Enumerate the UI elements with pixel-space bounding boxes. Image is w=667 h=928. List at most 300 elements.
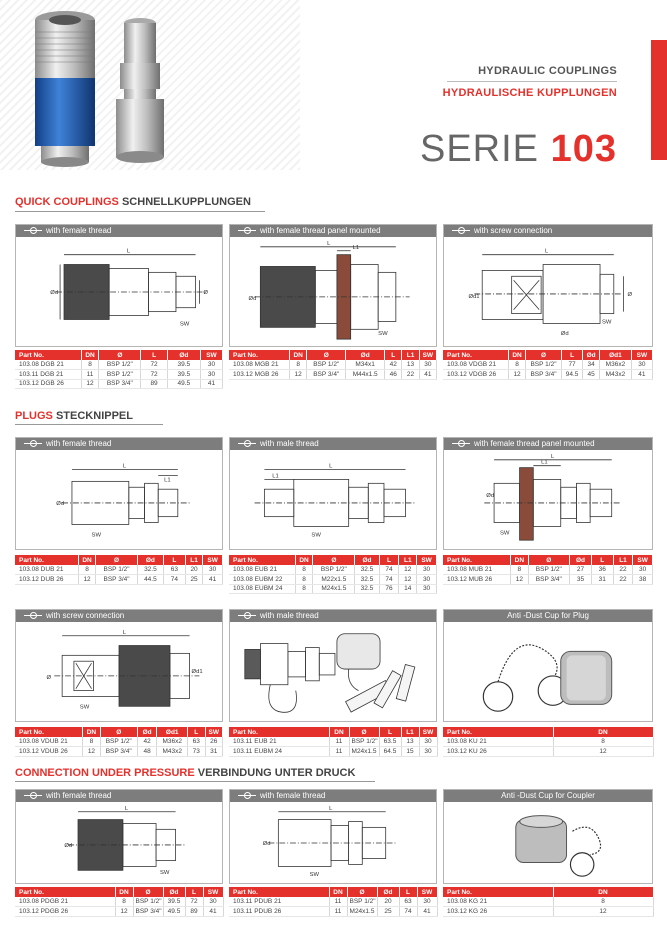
table-row [15,379,223,389]
dim-label-SW: SW [309,872,320,879]
column-header: SW [417,555,437,565]
table-cell: 12 [553,747,653,757]
table-cell: 46 [385,370,402,380]
column-header: Part No. [443,887,553,897]
screw-coupling-drawing-svg [444,237,652,346]
table-row [443,360,653,370]
table-cell: BSP 1/2" [307,360,346,370]
table-cell: 103.12 DUB 26 [15,575,78,585]
column-header: Ø [133,887,163,897]
table-cell: 8 [295,565,313,575]
table-cell: 12 [115,907,133,917]
table-cell: 12 [83,747,100,757]
table-row [229,737,437,747]
table-cell: 41 [631,370,652,380]
coupling-symbol-icon [24,793,42,799]
table-cell: 72 [185,897,203,907]
column-header: SW [203,555,223,565]
coupling-symbol-icon [24,228,42,234]
column-header: Ø [96,555,138,565]
screw-plug-drawing-svg [16,622,222,721]
section-title-de: VERBINDUNG UNTER DRUCK [197,767,356,779]
table-row [15,565,223,575]
table-pl3 [443,555,653,585]
column-header: SW [200,350,222,360]
table-row [443,897,653,907]
table-pl4 [15,727,223,757]
panel-plug-female-thread [15,437,223,550]
coupling-symbol-icon [238,613,256,619]
column-header: Ød [583,350,600,360]
table-cell: 44.5 [137,575,163,585]
table-cell: BSP 3/4" [307,370,346,380]
table-header-row [229,350,437,360]
panel-caption: Anti -Dust Cup for Plug [507,611,589,620]
table-cell: 12 [290,370,307,380]
column-header: Ø [347,887,377,897]
table-cell: BSP 3/4" [526,370,562,380]
table-cell: 12 [399,575,417,585]
table-cell: 103.08 DUB 21 [15,565,78,575]
table-cell: M43x2 [157,747,188,757]
side-tab [651,40,667,160]
section-title-en: PLUGS [15,410,53,422]
panel-anti-dust-cup-coupler [443,789,653,884]
dim-label-L1: L1 [352,244,360,251]
column-header: SW [203,887,223,897]
table-cell: M44x1.5 [346,370,385,380]
column-header: DN [511,555,528,565]
table-cell: 42 [137,737,157,747]
column-header: DN [78,555,95,565]
table-cell: 76 [379,584,399,594]
section-title-connection-under-pressure [15,767,355,779]
table-cell: 14 [399,584,417,594]
dim-label-L: L [550,453,555,460]
plug-product-photo [110,15,170,165]
table-cell: 74 [379,575,399,585]
panel-caption: with female thread panel mounted [260,226,381,235]
panel-header [16,438,222,450]
column-header: Ød [167,350,200,360]
coupling-product-photo [25,8,105,168]
panel-caption: with male thread [260,439,319,448]
panel-header [444,610,652,622]
table-cell: 103.08 KG 21 [443,897,553,907]
coupling-symbol-icon [452,441,470,447]
table-cell: 103.08 MGB 21 [229,360,290,370]
column-header: Part No. [15,727,83,737]
table-cell: 8 [78,565,95,575]
panel-header [16,790,222,802]
table-row [443,747,653,757]
table-cell: 73 [188,747,205,757]
panel-header [444,790,652,802]
column-header: Part No. [15,887,115,897]
table-cell: 8 [509,360,526,370]
dim-label-L1: L1 [541,459,548,466]
dim-label-L: L [126,248,131,255]
panel-plug-male-thread-with-cups [229,609,437,722]
column-header: DN [115,887,133,897]
table-cell: 103.12 VDGB 26 [443,370,509,380]
column-header: Ød [355,555,379,565]
serie-prefix: SERIE [419,128,540,170]
panel-caption: with female thread [46,791,112,800]
table-cell: 30 [419,360,436,370]
table-cell: 103.08 PDGB 21 [15,897,115,907]
table-cell: 8 [81,360,99,370]
table-cell: 103.12 MUB 26 [443,575,511,585]
table-pr1 [15,887,224,917]
table-cell: M34x1 [346,360,385,370]
coupling-symbol-icon [238,228,256,234]
table-cell: 103.12 KU 26 [443,747,553,757]
panel-header [230,438,436,450]
table-row [15,737,223,747]
table-cell: 12 [399,565,417,575]
table-cell: 41 [203,907,223,917]
table-row [229,370,437,380]
table-cell: M24x1.5 [313,584,355,594]
table-header-row [229,887,437,897]
technical-drawing [16,802,222,883]
table-row [443,907,653,917]
dim-label-L: L [327,240,331,247]
table-cell: 26 [205,737,223,747]
table-cell: 11 [329,907,347,917]
table-header-row [15,887,223,897]
table-cell: 77 [561,360,582,370]
table-qc3 [443,350,653,380]
column-header: L1 [613,555,633,565]
table-cell: BSP 1/2" [99,360,141,370]
coupling-symbol-icon [24,613,42,619]
table-header-row [443,350,653,360]
header-title-en: HYDRAULIC COUPLINGS [478,65,617,77]
panel-caption: with female thread [46,439,112,448]
table-row [229,747,437,757]
section-underline [15,781,375,782]
dim-label-L: L [329,463,333,470]
column-header: L [379,555,399,565]
table-cell: 8 [553,737,653,747]
column-header: L1 [185,555,202,565]
male-plug-drawing-svg [230,450,436,549]
column-header: L [561,350,582,360]
table-header-row [15,350,223,360]
table-row [443,370,653,380]
panel-caption: Anti -Dust Cup for Coupler [501,791,595,800]
table-cell: 39.5 [167,370,200,380]
column-header: DN [329,727,349,737]
panel-header [230,610,436,622]
column-header: Ø [99,350,141,360]
table-cell: 11 [81,370,99,380]
table-cell: BSP 3/4" [99,379,141,389]
table-cell: BSP 3/4" [528,575,569,585]
table-cell: 8 [290,360,307,370]
table-cell: 89 [185,907,203,917]
panel-header [444,225,652,237]
table-cell: 11 [329,897,347,907]
table-qc2 [229,350,437,380]
table-cell: 22 [613,565,633,575]
table-cell: BSP 3/4" [96,575,138,585]
panel-anti-dust-cup-plug [443,609,653,722]
technical-drawing [444,802,652,883]
table-cell: 25 [377,907,399,917]
coupling-symbol-icon [24,441,42,447]
column-header: DN [553,727,653,737]
dim-label-SW: SW [311,532,321,539]
table-cell: 20 [185,565,202,575]
table-cell: 103.11 DGB 21 [15,370,81,380]
section-title-quick-couplings [15,196,251,208]
dust-cup-plug-drawing-svg [444,622,652,721]
column-header: Ød [163,887,185,897]
table-cell: 30 [203,897,223,907]
plug-drawing-svg [16,450,222,549]
column-header: L [141,350,167,360]
table-cell: 41 [200,379,222,389]
dim-label-SW: SW [79,704,90,711]
section-underline [15,211,265,212]
column-header: Part No. [443,555,511,565]
panel-plug-drawing-svg [444,450,652,549]
column-header: DN [83,727,100,737]
table-row [443,737,653,747]
section-underline [15,424,163,425]
panel-caption: with male thread [260,611,319,620]
column-header: Ød [137,727,157,737]
table-cell: 8 [115,897,133,907]
table-cell: 8 [511,565,528,575]
table-cell: 38 [633,575,653,585]
dim-label-d: Ød [56,500,65,507]
column-header: Ød [570,555,592,565]
table-cell: 8 [83,737,100,747]
table-cell: 103.12 KG 26 [443,907,553,917]
panel-header [16,610,222,622]
technical-drawing [230,622,436,721]
table-cell: 63 [399,897,417,907]
column-header: Part No. [443,727,553,737]
table-cell: 74 [379,565,399,575]
table-row [229,907,437,917]
table-cell: BSP 1/2" [526,360,562,370]
column-header: L [591,555,613,565]
table-row [15,360,223,370]
panel-caption: with female thread [46,226,112,235]
panel-coupling-drawing-svg [230,237,436,346]
table-cell: 72 [141,370,167,380]
technical-drawing [230,802,436,883]
table-cell: 32.5 [355,575,379,585]
dim-label-SW: SW [91,532,102,539]
table-cell: 41 [417,907,437,917]
panel-header [230,790,436,802]
technical-drawing [444,237,652,346]
dim-label-L1: L1 [164,477,171,484]
dim-label-L: L [329,805,333,812]
table-cell: 49.5 [167,379,200,389]
column-header: L [385,350,402,360]
dim-label-SW: SW [499,530,510,537]
coupling-symbol-icon [238,441,256,447]
table-cell: 30 [417,565,437,575]
table-cell: 12 [81,379,99,389]
coupling-symbol-icon [452,228,470,234]
table-row [15,897,223,907]
table-cell: BSP 1/2" [528,565,569,575]
table-cell: 15 [401,747,419,757]
table-cell: 74 [399,907,417,917]
table-row [229,565,437,575]
column-header: L [399,887,417,897]
dust-cup-coupler-drawing-svg [444,802,652,883]
table-cell: 11 [329,747,349,757]
column-header: L [185,887,203,897]
table-cell: 35 [570,575,592,585]
table-pl6 [443,727,654,757]
table-cell: 12 [511,575,528,585]
table-cell: M43x2 [600,370,632,380]
table-cell: 39.5 [163,897,185,907]
panel-caption: with screw connection [46,611,125,620]
column-header: Part No. [229,727,329,737]
panel-header [230,225,436,237]
column-header: Ød [346,350,385,360]
dim-label-d: Ød [560,331,569,338]
dim-label-o: Ø [627,291,633,298]
table-cell: 103.11 EUB 21 [229,737,329,747]
panel-qc-panel-mounted [229,224,437,347]
panel-pressure-coupling [15,789,223,884]
table-cell: 8 [553,897,653,907]
panel-qc-female-thread [15,224,223,347]
dim-label-L1: L1 [272,473,279,480]
table-cell: 103.08 VDUB 21 [15,737,83,747]
table-cell: 32.5 [137,565,163,575]
section-title-de: SCHNELLKUPPLUNGEN [121,196,251,208]
table-cell: 39.5 [167,360,200,370]
table-cell: M24x1.5 [349,747,379,757]
column-header: Ød [137,555,163,565]
column-header: Ød1 [600,350,632,360]
technical-drawing [16,237,222,346]
table-header-row [443,727,653,737]
table-cell: BSP 3/4" [100,747,137,757]
table-cell: 30 [200,360,222,370]
table-cell: BSP 1/2" [133,897,163,907]
panel-caption: with female thread [260,791,326,800]
column-header: Ø [313,555,355,565]
table-row [443,575,653,585]
table-cell: 103.12 DGB 26 [15,379,81,389]
table-cell: 25 [185,575,202,585]
column-header: Ød [377,887,399,897]
table-cell: BSP 1/2" [100,737,137,747]
technical-drawing [230,237,436,346]
table-cell: 34 [583,360,600,370]
column-header: L1 [401,727,419,737]
header-divider [447,81,617,82]
table-cell: 63 [164,565,186,575]
table-cell: 48 [137,747,157,757]
table-cell: 49.5 [163,907,185,917]
dim-label-SW: SW [159,870,170,877]
dim-label-o: Ø [46,674,52,681]
dim-label-d1: Ød1 [468,293,480,300]
table-cell: 63 [188,737,205,747]
column-header: SW [419,727,437,737]
column-header: Part No. [229,887,329,897]
technical-drawing [444,622,652,721]
table-cell: 30 [417,897,437,907]
coupling-drawing-svg [16,237,222,346]
section-title-plugs [15,410,133,422]
table-cell: 30 [417,584,437,594]
panel-pressure-plug [229,789,437,884]
table-row [15,575,223,585]
table-pl1 [15,555,223,585]
column-header: L [379,727,401,737]
table-cell: 94.5 [561,370,582,380]
table-cell: 103.08 KU 21 [443,737,553,747]
table-row [15,370,223,380]
table-cell: 103.08 EUBM 22 [229,575,295,585]
table-cell: 30 [633,565,653,575]
dim-label-L: L [122,629,127,636]
table-header-row [443,555,653,565]
table-cell: 103.11 EUBM 24 [229,747,329,757]
table-cell: 30 [203,565,223,575]
panel-plug-male-thread [229,437,437,550]
column-header: Ød1 [157,727,188,737]
table-cell: 41 [203,575,223,585]
column-header: SW [631,350,652,360]
serie-title [420,128,617,171]
table-cell: 22 [402,370,419,380]
table-cell: BSP 1/2" [99,370,141,380]
table-cell: 64.5 [379,747,401,757]
panel-plug-screw-connection [15,609,223,722]
table-cell: 36 [591,565,613,575]
table-row [229,575,437,585]
table-cell: 30 [631,360,652,370]
panel-header [16,225,222,237]
column-header: DN [295,555,313,565]
column-header: SW [417,887,437,897]
column-header: Part No. [229,555,295,565]
dim-label-d: Ød [248,295,257,302]
table-cell: 8 [295,584,313,594]
table-cell: 72 [141,360,167,370]
column-header: Ø [307,350,346,360]
header-title-de: HYDRAULISCHE KUPPLUNGEN [442,87,617,99]
coupling-symbol-icon [238,793,256,799]
technical-drawing [16,450,222,549]
column-header: Part No. [229,350,290,360]
table-cell: 30 [200,370,222,380]
column-header: DN [329,887,347,897]
column-header: Part No. [15,350,81,360]
table-cell: 103.11 PDUB 21 [229,897,329,907]
table-cell: 30 [417,575,437,585]
table-cell: 12 [553,907,653,917]
table-cell: 30 [419,747,437,757]
